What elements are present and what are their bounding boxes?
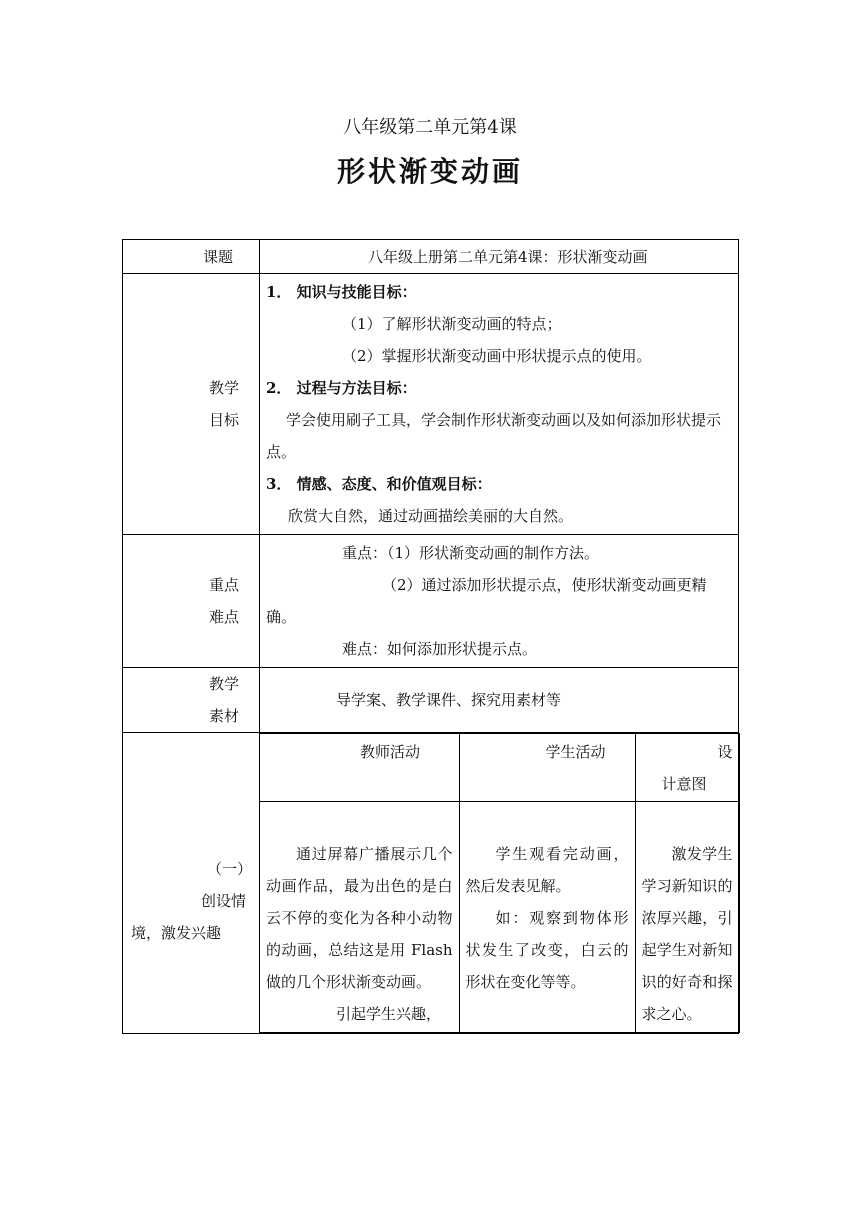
objective-line-4: 欣赏大自然，通过动画描绘美丽的大自然。 xyxy=(288,507,574,525)
design-intent-header: 设 计意图 xyxy=(635,734,739,802)
objective-heading-3: 3． 情感、态度、和价值观目标： xyxy=(266,475,492,493)
teacher-activity-text-2: 引起学生兴趣， xyxy=(336,1005,442,1023)
teacher-activity-header: 教师活动 xyxy=(260,734,459,802)
student-activity-header: 学生活动 xyxy=(459,734,635,802)
student-activity-cell xyxy=(459,802,635,1033)
design-intent-text: 激发学生学习新知识的浓厚兴趣，引起学生对新知识的好奇和探求之心。 xyxy=(641,845,733,1023)
materials-value: 导学案、教学课件、探究用素材等 xyxy=(260,668,739,733)
keypoints-row xyxy=(123,535,739,668)
design-intent-cell xyxy=(635,802,739,1033)
section-label-cell xyxy=(123,733,260,1034)
student-activity-text: 学生观看完动画，然后发表见解。 xyxy=(465,845,629,895)
objective-heading-1: 1． 知识与技能目标： xyxy=(266,283,417,301)
objectives-label: 教学 目标 xyxy=(123,274,260,535)
keypoints-content xyxy=(260,535,739,668)
student-activity-text-2: 如：观察到物体形状发生了改变，白云的形状在变化等等。 xyxy=(465,909,629,991)
topic-value: 八年级上册第二单元第4课：形状渐变动画 xyxy=(260,240,739,274)
keypoints-label: 重点 难点 xyxy=(123,535,260,668)
section-label-3: 境，激发兴趣 xyxy=(131,924,222,942)
objective-heading-2: 2． 过程与方法目标： xyxy=(266,379,417,397)
section-label-1: （一） xyxy=(207,860,253,878)
activities-cell xyxy=(260,733,739,1034)
activity-row-1 xyxy=(260,802,739,1033)
objectives-content xyxy=(260,274,739,535)
materials-label: 教学 素材 xyxy=(123,668,260,733)
activity-header-row xyxy=(260,734,739,802)
lesson-subtitle: 八年级第二单元第4课 xyxy=(343,117,517,138)
keypoint-line-3: 难点：如何添加形状提示点。 xyxy=(342,640,538,658)
materials-row xyxy=(123,668,739,733)
lesson-plan-table xyxy=(122,239,739,1034)
objectives-row xyxy=(123,274,739,535)
topic-row xyxy=(123,240,739,274)
activities-row xyxy=(123,733,739,1034)
objective-line-3: 学会使用刷子工具，学会制作形状渐变动画以及如何添加形状提示点。 xyxy=(266,411,722,461)
teacher-activity-cell xyxy=(260,802,459,1033)
keypoint-line-1: 重点：（1）形状渐变动画的制作方法。 xyxy=(342,544,600,562)
teacher-activity-text: 通过屏幕广播展示几个动画作品，最为出色的是白云不停的变化为各种小动物的动画，总结这是用 Flash 做的几个形状渐变动画。 xyxy=(266,845,453,991)
topic-label: 课题 xyxy=(123,240,260,274)
objective-line-2: （2）掌握形状渐变动画中形状提示点的使用。 xyxy=(342,347,652,365)
keypoint-line-2: （2）通过添加形状提示点，使形状渐变动画更精确。 xyxy=(266,576,707,626)
section-label-2: 创设情 xyxy=(201,892,247,910)
activities-table xyxy=(260,733,740,1033)
lesson-title: 形状渐变动画 xyxy=(336,155,523,188)
objective-line-1: （1）了解形状渐变动画的特点； xyxy=(342,315,562,333)
